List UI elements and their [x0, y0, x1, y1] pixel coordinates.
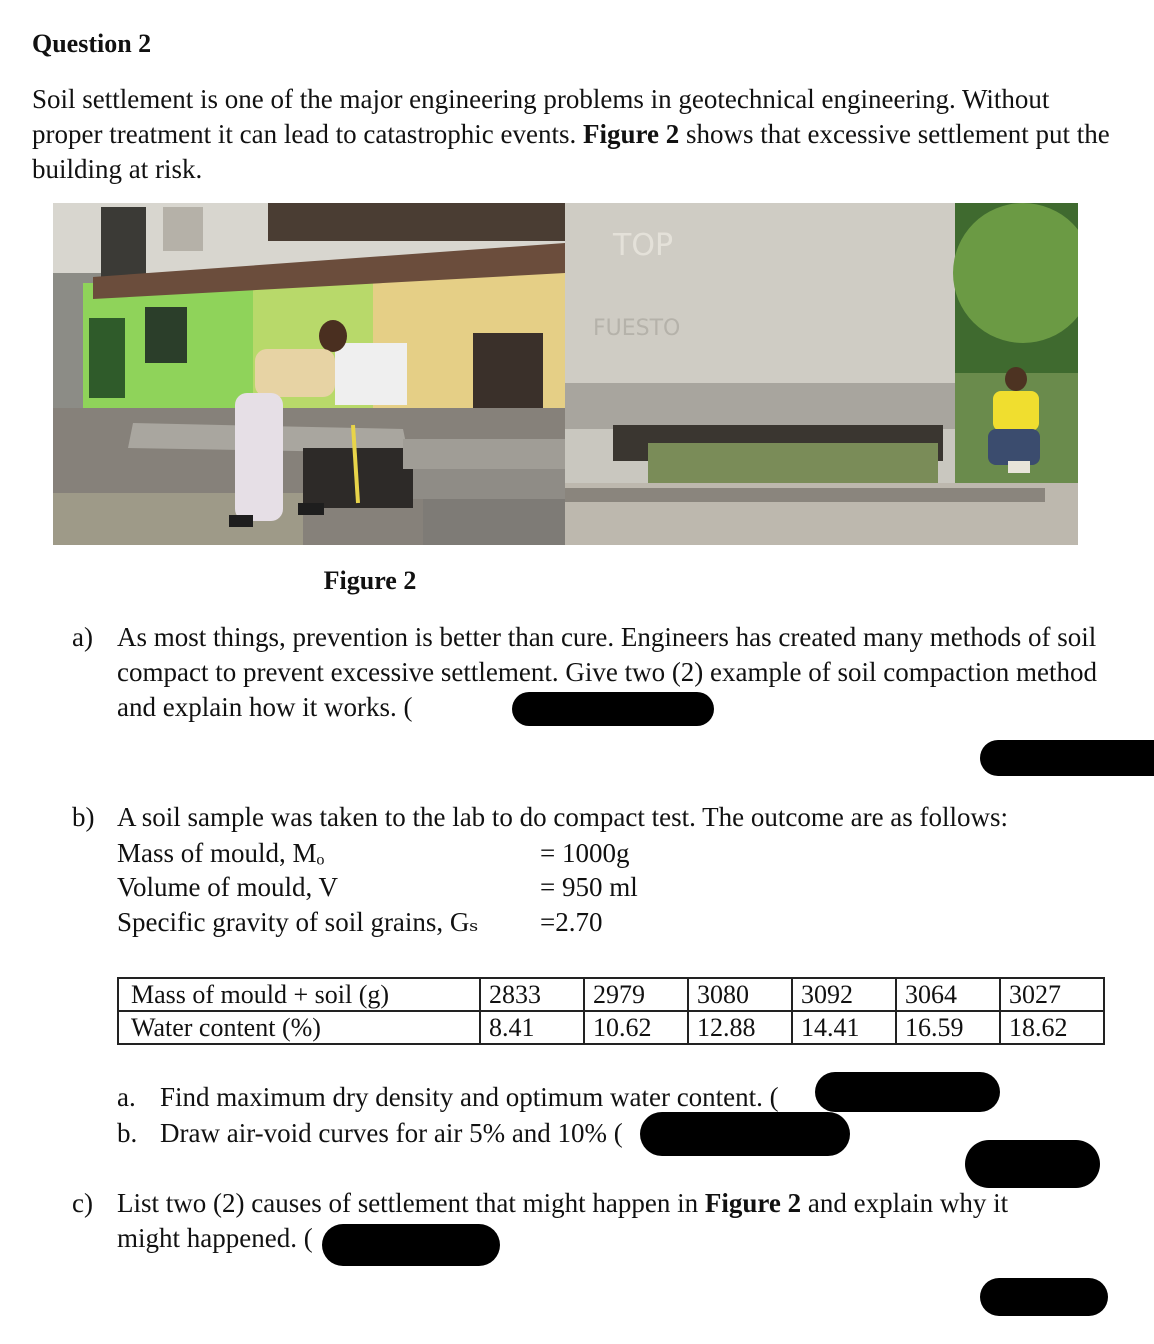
- figure-caption: Figure 2: [323, 566, 417, 595]
- table-cell: 12.88: [688, 1011, 792, 1044]
- table-cell: 8.41: [480, 1011, 584, 1044]
- table-cell: 3080: [688, 978, 792, 1011]
- left-photo: [53, 203, 565, 545]
- right-photo: [565, 203, 1078, 545]
- table-cell: 10.62: [584, 1011, 688, 1044]
- row-header-mass: Mass of mould + soil (g): [118, 978, 480, 1011]
- row-header-water: Water content (%): [118, 1011, 480, 1044]
- redaction-mark: [980, 1278, 1108, 1316]
- param-mass-value: = 1000g: [540, 838, 630, 868]
- question-b-label: b): [72, 802, 95, 832]
- question-c-figure-ref: Figure 2: [704, 1188, 802, 1218]
- redaction-mark: [512, 692, 714, 726]
- sub-b-label: b.: [117, 1118, 138, 1148]
- figure-2-illustration: [53, 203, 1078, 545]
- table-cell: 18.62: [1000, 1011, 1104, 1044]
- sub-a-text: Find maximum dry density and optimum water content. (: [160, 1082, 779, 1112]
- compaction-test-table: [117, 977, 1105, 1045]
- question-c-text: [117, 1186, 1077, 1256]
- intro-paragraph: [32, 82, 1112, 187]
- sub-a-label: a.: [117, 1082, 136, 1112]
- question-title: Question 2: [32, 29, 152, 58]
- param-gs-label: Specific gravity of soil grains, Gₛ: [117, 907, 479, 937]
- intro-text-2: shows that excessive settlement put the building at risk.: [32, 119, 1110, 184]
- param-gs-value: =2.70: [540, 907, 603, 937]
- redaction-mark: [980, 740, 1154, 776]
- question-a-label: a): [72, 622, 93, 652]
- table-cell: 2833: [480, 978, 584, 1011]
- svg-text:FUESTO: FUESTO: [593, 316, 681, 341]
- table-cell: 16.59: [896, 1011, 1000, 1044]
- intro-figure-ref: Figure 2: [583, 119, 680, 149]
- table-row: [118, 1011, 1104, 1044]
- table-cell: 3064: [896, 978, 1000, 1011]
- question-c-label: c): [72, 1188, 93, 1218]
- table-cell: 3027: [1000, 978, 1104, 1011]
- question-c-text-2: and explain why it might happened. (: [117, 1188, 1009, 1253]
- redaction-mark: [965, 1140, 1100, 1188]
- param-volume-value: = 950 ml: [540, 872, 638, 902]
- param-mass-label: Mass of mould, Mₒ: [117, 838, 325, 868]
- sub-b-text: Draw air-void curves for air 5% and 10% (: [160, 1118, 623, 1148]
- question-c-text-1: List two (2) causes of settlement that might happen in: [117, 1188, 705, 1218]
- svg-text:TOP: TOP: [613, 228, 674, 263]
- table-cell: 2979: [584, 978, 688, 1011]
- table-cell: 14.41: [792, 1011, 896, 1044]
- redaction-mark: [640, 1112, 850, 1156]
- table-row: [118, 978, 1104, 1011]
- param-volume-label: Volume of mould, V: [117, 872, 339, 902]
- redaction-mark: [815, 1072, 1000, 1112]
- redaction-mark: [322, 1224, 500, 1266]
- figure-2-photo: [53, 203, 1078, 545]
- intro-text-1: Soil settlement is one of the major engineering problems in geotechnical engineering. Without proper treatment it can lead to catastrophic events.: [32, 84, 1050, 149]
- question-b-text: A soil sample was taken to the lab to do compact test. The outcome are as follows:: [117, 802, 1009, 832]
- question-a-text: As most things, prevention is better than cure. Engineers has created many methods of soil compact to prevent excessive settlement. Give two (2) example of soil compaction method and explain how it works. (: [117, 622, 1097, 722]
- table-cell: 3092: [792, 978, 896, 1011]
